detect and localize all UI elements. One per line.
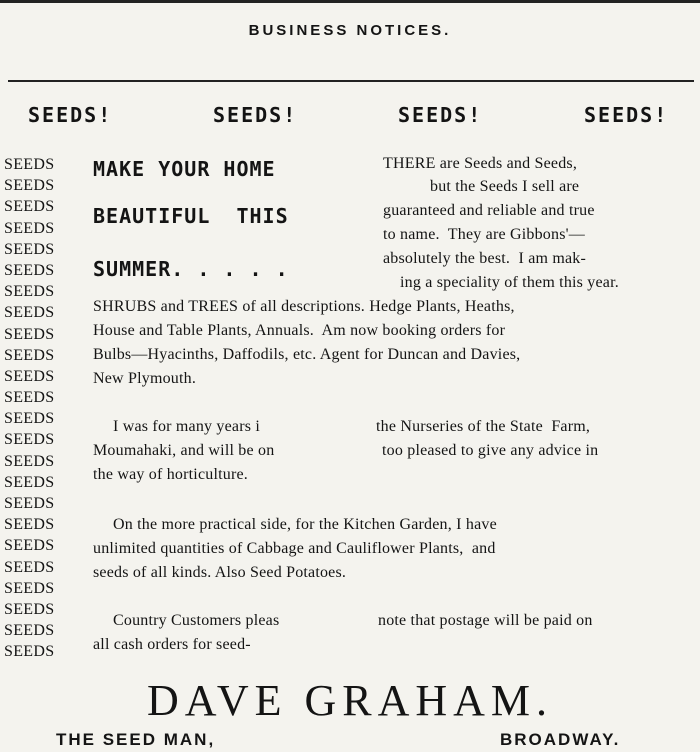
sidebar-word: SEEDS xyxy=(4,558,55,576)
shrubs-line: New Plymouth. xyxy=(93,370,197,387)
sidebar-word: SEEDS xyxy=(4,410,55,428)
country-line: Country Customers pleas xyxy=(113,612,280,629)
sidebar-word: SEEDS xyxy=(4,240,55,258)
sidebar-word: SEEDS xyxy=(4,389,55,407)
sidebar-word: SEEDS xyxy=(4,367,55,385)
sidebar-word: SEEDS xyxy=(4,198,55,216)
country-line: all cash orders for seed- xyxy=(93,636,251,653)
nursery-line: the way of horticulture. xyxy=(93,466,248,483)
practical-line: seeds of all kinds. Also Seed Potatoes. xyxy=(93,564,347,581)
intro-line: guaranteed and reliable and true xyxy=(383,202,595,219)
signature-name: DAVE GRAHAM. xyxy=(146,676,554,725)
practical-line: unlimited quantities of Cabbage and Cauliflower Plants, and xyxy=(93,540,496,557)
sidebar-word: SEEDS xyxy=(4,537,55,555)
sidebar-word: SEEDS xyxy=(4,473,55,491)
sidebar-word: SEEDS xyxy=(4,325,55,343)
sidebar-word: SEEDS xyxy=(4,622,55,640)
sidebar-word: SEEDS xyxy=(4,156,55,173)
intro-line: to name. They are Gibbons'— xyxy=(383,226,585,243)
sidebar-word: SEEDS xyxy=(4,579,55,597)
intro-line: but the Seeds I sell are xyxy=(430,178,580,195)
sidebar-word: SEEDS xyxy=(4,495,55,512)
sidebar-word: SEEDS xyxy=(4,219,55,237)
seeds-banner-2: SEEDS! xyxy=(213,103,298,127)
shrubs-line: Bulbs—Hyacinths, Daffodils, etc. Agent for Duncan and Davies, xyxy=(93,346,521,363)
sidebar-word: SEEDS xyxy=(4,261,55,279)
country-line: note that postage will be paid on xyxy=(378,612,593,629)
sidebar-word: SEEDS xyxy=(4,516,55,534)
headline-line-3: SUMMER. . . . . xyxy=(93,257,289,281)
nursery-line: the Nurseries of the State Farm, xyxy=(376,418,591,435)
divider xyxy=(8,80,694,82)
nursery-line: too pleased to give any advice in xyxy=(382,442,599,459)
sidebar-word: SEEDS xyxy=(4,346,55,364)
intro-line: absolutely the best. I am mak- xyxy=(383,250,587,267)
sidebar-word: SEEDS xyxy=(4,431,55,449)
section-title: BUSINESS NOTICES. xyxy=(248,22,452,39)
top-rule xyxy=(0,0,700,3)
signature-tagline: THE SEED MAN, xyxy=(56,730,216,749)
nursery-line: I was for many years i xyxy=(113,418,261,435)
sidebar-word: SEEDS xyxy=(4,177,55,195)
signature-location: BROADWAY. xyxy=(500,730,621,749)
seeds-banner-1: SEEDS! xyxy=(28,103,113,127)
nursery-line: Moumahaki, and will be on xyxy=(93,442,275,459)
headline-line-2: BEAUTIFUL THIS xyxy=(93,204,289,228)
seeds-banner-3: SEEDS! xyxy=(398,103,483,127)
intro-line: THERE are Seeds and Seeds, xyxy=(383,155,578,172)
seeds-sidebar xyxy=(4,154,84,663)
intro-line: ing a speciality of them this year. xyxy=(400,274,619,291)
sidebar-word: SEEDS xyxy=(4,600,55,618)
seeds-banner-4: SEEDS! xyxy=(584,103,669,127)
practical-line: On the more practical side, for the Kitchen Garden, I have xyxy=(113,516,497,533)
sidebar-word: SEEDS xyxy=(4,643,55,661)
shrubs-line: SHRUBS and TREES of all descriptions. Hedge Plants, Heaths, xyxy=(93,298,515,315)
sidebar-word: SEEDS xyxy=(4,452,55,470)
sidebar-word: SEEDS xyxy=(4,304,55,322)
shrubs-line: House and Table Plants, Annuals. Am now booking orders for xyxy=(93,322,506,339)
sidebar-word: SEEDS xyxy=(4,283,55,301)
headline-line-1: MAKE YOUR HOME xyxy=(93,157,276,181)
